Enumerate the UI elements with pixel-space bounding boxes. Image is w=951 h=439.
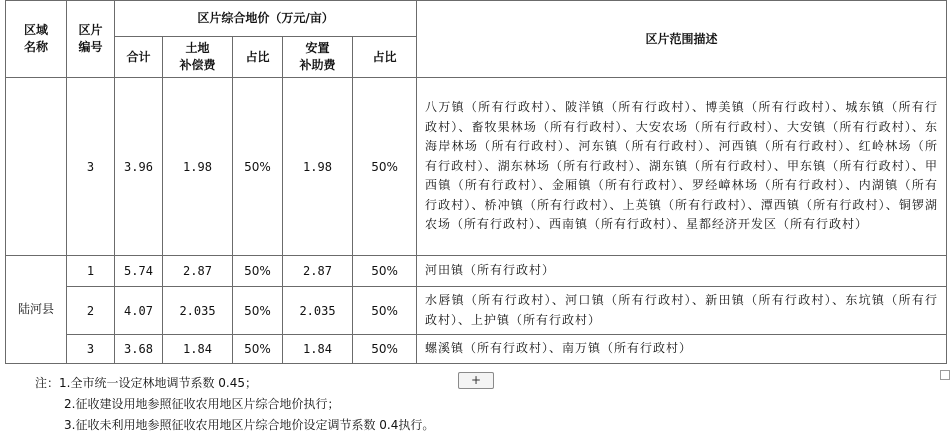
land-share-cell: 50% bbox=[233, 287, 283, 335]
note-1: 注：1.全市统一设定林地调节系数 0.45； bbox=[35, 376, 257, 390]
header-land-compensation: 土地 补偿费 bbox=[163, 37, 233, 78]
land-compensation-cell: 2.87 bbox=[163, 256, 233, 287]
resettlement-cell: 2.035 bbox=[283, 287, 353, 335]
note-3: 3.征收未利用地参照征收农用地区片综合地价设定调节系数 0.4执行。 bbox=[64, 418, 435, 432]
scope-cell: 八万镇（所有行政村）、陂洋镇（所有行政村）、博美镇（所有行政村）、城东镇（所有行政村）、畜牧果林场（所有行政村）、大安农场（所有行政村）、大安镇（所有行政村）、东海岸林场（所有行政村）、河东镇（所有行政村）、河西镇（所有行政村）、红岭林场（所有行政村）、湖东林场（所有行政村）、湖东镇（所有行政村）、甲东镇（所有行政村）、甲西镇（所有行政村）、金厢镇（所有行政村）、罗经嶂林场（所有行政村）、内湖镇（所有行政村）、桥冲镇（所有行政村）、上英镇（所有行政村）、潭西镇（所有行政村）、铜锣湖农场（所有行政村）、西南镇（所有行政村）、星都经济开发区（所有行政村） bbox=[417, 78, 947, 256]
total-cell: 3.68 bbox=[115, 335, 163, 364]
zone-number-cell: 3 bbox=[67, 78, 115, 256]
scope-cell: 水唇镇（所有行政村）、河口镇（所有行政村）、新田镇（所有行政村）、东坑镇（所有行政村）、上护镇（所有行政村） bbox=[417, 287, 947, 335]
table-row bbox=[6, 256, 947, 287]
land-share-cell: 50% bbox=[233, 256, 283, 287]
header-zone-number: 区片 编号 bbox=[67, 1, 115, 78]
header-land-share: 占比 bbox=[233, 37, 283, 78]
land-share-cell: 50% bbox=[233, 335, 283, 364]
zone-number-cell: 3 bbox=[67, 335, 115, 364]
land-share-cell: 50% bbox=[233, 78, 283, 256]
district-cell-empty bbox=[6, 78, 67, 256]
header-total: 合计 bbox=[115, 37, 163, 78]
land-compensation-cell: 1.84 bbox=[163, 335, 233, 364]
total-cell: 5.74 bbox=[115, 256, 163, 287]
resettlement-cell: 1.98 bbox=[283, 78, 353, 256]
zone-number-cell: 1 bbox=[67, 256, 115, 287]
note-2: 2.征收建设用地参照征收农用地区片综合地价执行； bbox=[64, 397, 340, 411]
land-compensation-cell: 1.98 bbox=[163, 78, 233, 256]
district-cell-luhe: 陆河县 bbox=[6, 256, 67, 364]
table-row bbox=[6, 335, 947, 364]
notes bbox=[35, 373, 434, 436]
table-resize-handle[interactable] bbox=[940, 370, 950, 380]
add-button[interactable]: + bbox=[458, 372, 494, 389]
resettlement-share-cell: 50% bbox=[353, 335, 417, 364]
header-row-1 bbox=[6, 1, 947, 37]
resettlement-share-cell: 50% bbox=[353, 287, 417, 335]
header-composite-price: 区片综合地价（万元/亩） bbox=[115, 1, 417, 37]
total-cell: 4.07 bbox=[115, 287, 163, 335]
land-compensation-cell: 2.035 bbox=[163, 287, 233, 335]
zone-number-cell: 2 bbox=[67, 287, 115, 335]
resettlement-share-cell: 50% bbox=[353, 78, 417, 256]
header-scope: 区片范围描述 bbox=[417, 1, 947, 78]
table-row bbox=[6, 78, 947, 256]
table-row bbox=[6, 287, 947, 335]
resettlement-cell: 1.84 bbox=[283, 335, 353, 364]
resettlement-cell: 2.87 bbox=[283, 256, 353, 287]
scope-cell: 螺溪镇（所有行政村）、南万镇（所有行政村） bbox=[417, 335, 947, 364]
header-resettlement-subsidy: 安置 补助费 bbox=[283, 37, 353, 78]
resettlement-share-cell: 50% bbox=[353, 256, 417, 287]
total-cell: 3.96 bbox=[115, 78, 163, 256]
scope-cell: 河田镇（所有行政村） bbox=[417, 256, 947, 287]
header-resettlement-share: 占比 bbox=[353, 37, 417, 78]
land-price-table bbox=[5, 0, 947, 364]
header-district: 区域 名称 bbox=[6, 1, 67, 78]
